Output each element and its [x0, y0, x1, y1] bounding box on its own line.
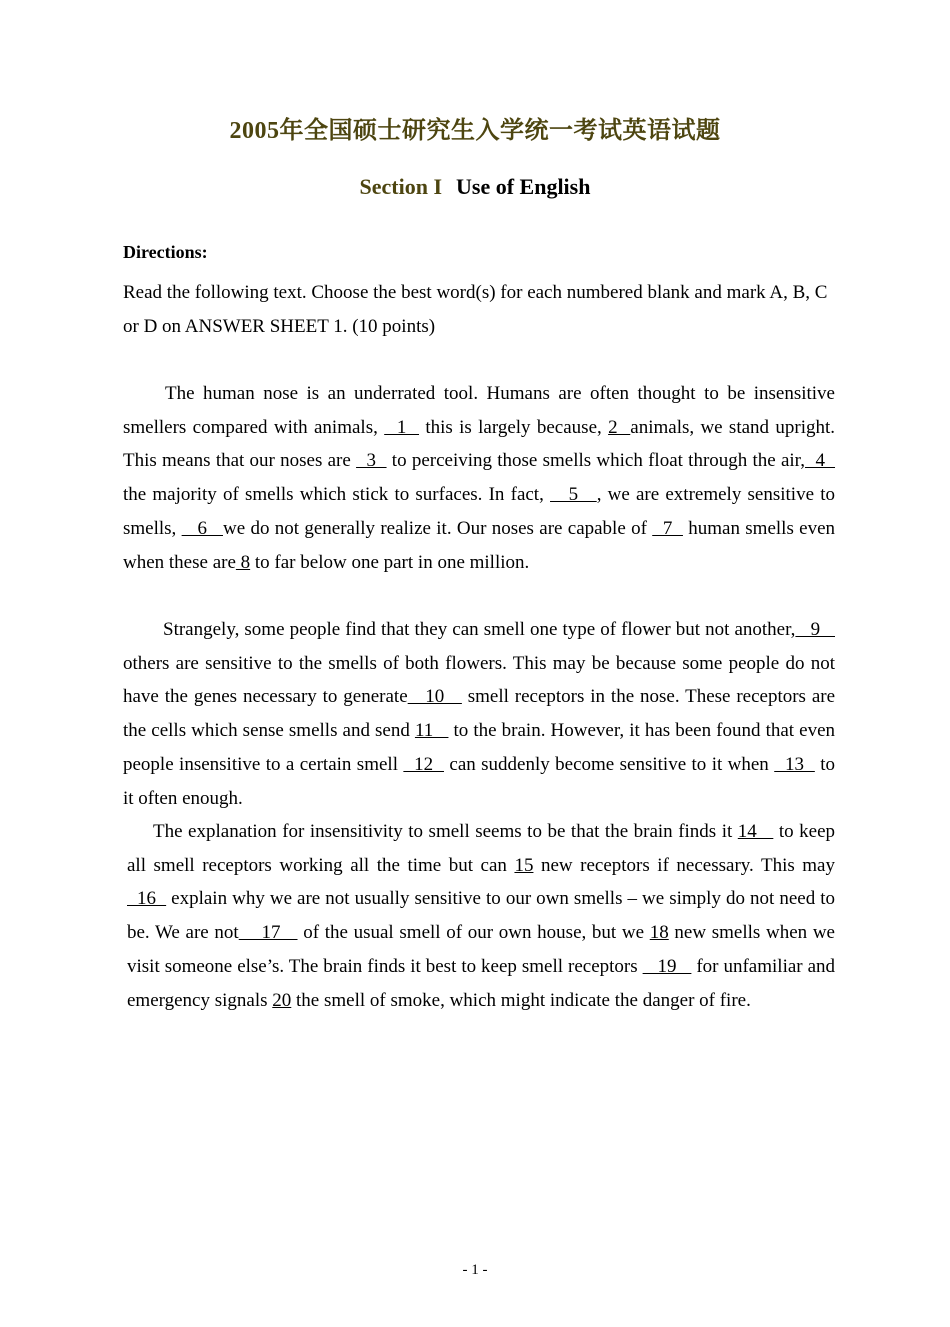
blank-2: 2 — [608, 416, 631, 438]
blank-7: 7 — [652, 517, 683, 539]
passage-text: smell receptors in the nose. These receptors are the cells which sense smells and send — [123, 686, 836, 742]
section-name: Use of English — [456, 174, 591, 199]
blank-18: 18 — [649, 922, 669, 944]
directions-text: Read the following text. Choose the best word(s) for each numbered blank and mark A, B, C or D on ANSWER SHEET 1. (10 points) — [123, 282, 828, 337]
blank-13: 13 — [774, 753, 815, 775]
blank-4: 4 — [805, 450, 836, 472]
blank-3: 3 — [356, 450, 387, 472]
passage-text: to perceiving those smells which float through the air, — [386, 450, 806, 472]
passage-text: , we are extremely sensitive to smells, — [123, 484, 835, 539]
page-number: - 1 - — [462, 1262, 488, 1278]
passage-text: The human nose is an underrated tool. Humans are often thought to be insensitive smellers compared with animals, — [123, 383, 835, 438]
passage-text: the majority of smells which stick to surfaces. In fact, — [123, 484, 551, 506]
blank-5: 5 — [550, 484, 597, 506]
blank-1: 1 — [384, 416, 420, 438]
section-label: Section I — [359, 174, 442, 199]
page-title: 2005年全国硕士研究生入学统一考试英语试题 — [229, 118, 721, 144]
blank-19: 19 — [642, 955, 692, 977]
passage-text: The explanation for insensitivity to smell seems to be that the brain finds it — [153, 821, 738, 842]
passage-text: new receptors if necessary. This may — [533, 854, 835, 876]
passage-text: explain why we are not usually sensitive to our own smells – we simply do not need to be. We are not — [127, 888, 836, 944]
passage-text: others are sensitive to the smells of both flowers. This may be because some people do not have the genes necessary to generate — [123, 652, 835, 708]
passage-text: can suddenly become sensitive to it when — [443, 753, 775, 775]
passage-text: new smells when we visit someone else’s. The brain finds it best to keep smell receptors — [127, 922, 835, 977]
blank-12: 12 — [403, 753, 444, 775]
passage-text: Strangely, some people find that they can smell one type of flower but not another, — [163, 619, 796, 640]
passage-text: for unfamiliar and emergency signals — [127, 955, 835, 1011]
passage-text: to it often enough. — [123, 753, 836, 809]
passage-text: to far below one part in one million. — [250, 551, 530, 573]
passage-text: we do not generally realize it. Our noses are capable of — [222, 517, 653, 539]
passage-text: this is largely because, — [419, 416, 609, 438]
passage-paragraph-3 — [127, 815, 835, 1017]
blank-15: 15 — [514, 854, 534, 876]
section-heading — [0, 174, 950, 200]
passage-paragraph-1 — [123, 377, 835, 579]
blank-8: 8 — [235, 551, 251, 573]
blank-11: 11 — [414, 720, 449, 742]
passage-text: to the brain. However, it has been found that even people insensitive to a certain smell — [123, 720, 836, 775]
blank-16: 16 — [127, 888, 167, 910]
passage-text: human smells even when these are — [123, 517, 836, 573]
passage-paragraph-2 — [123, 613, 835, 815]
blank-14: 14 — [737, 821, 774, 842]
passage-text: to keep all smell receptors working all the time but can — [127, 821, 835, 876]
passage-text: of the usual smell of our own house, but we — [297, 922, 650, 944]
blank-17: 17 — [238, 922, 298, 944]
blank-10: 10 — [407, 686, 462, 708]
passage-text: the smell of smoke, which might indicate the danger of fire. — [291, 989, 751, 1011]
blank-9: 9 — [795, 619, 835, 640]
directions-label: Directions: — [123, 242, 208, 262]
blank-20: 20 — [272, 989, 292, 1011]
blank-6: 6 — [181, 517, 223, 539]
passage-text: animals, we stand upright. This means that our noses are — [123, 416, 836, 472]
